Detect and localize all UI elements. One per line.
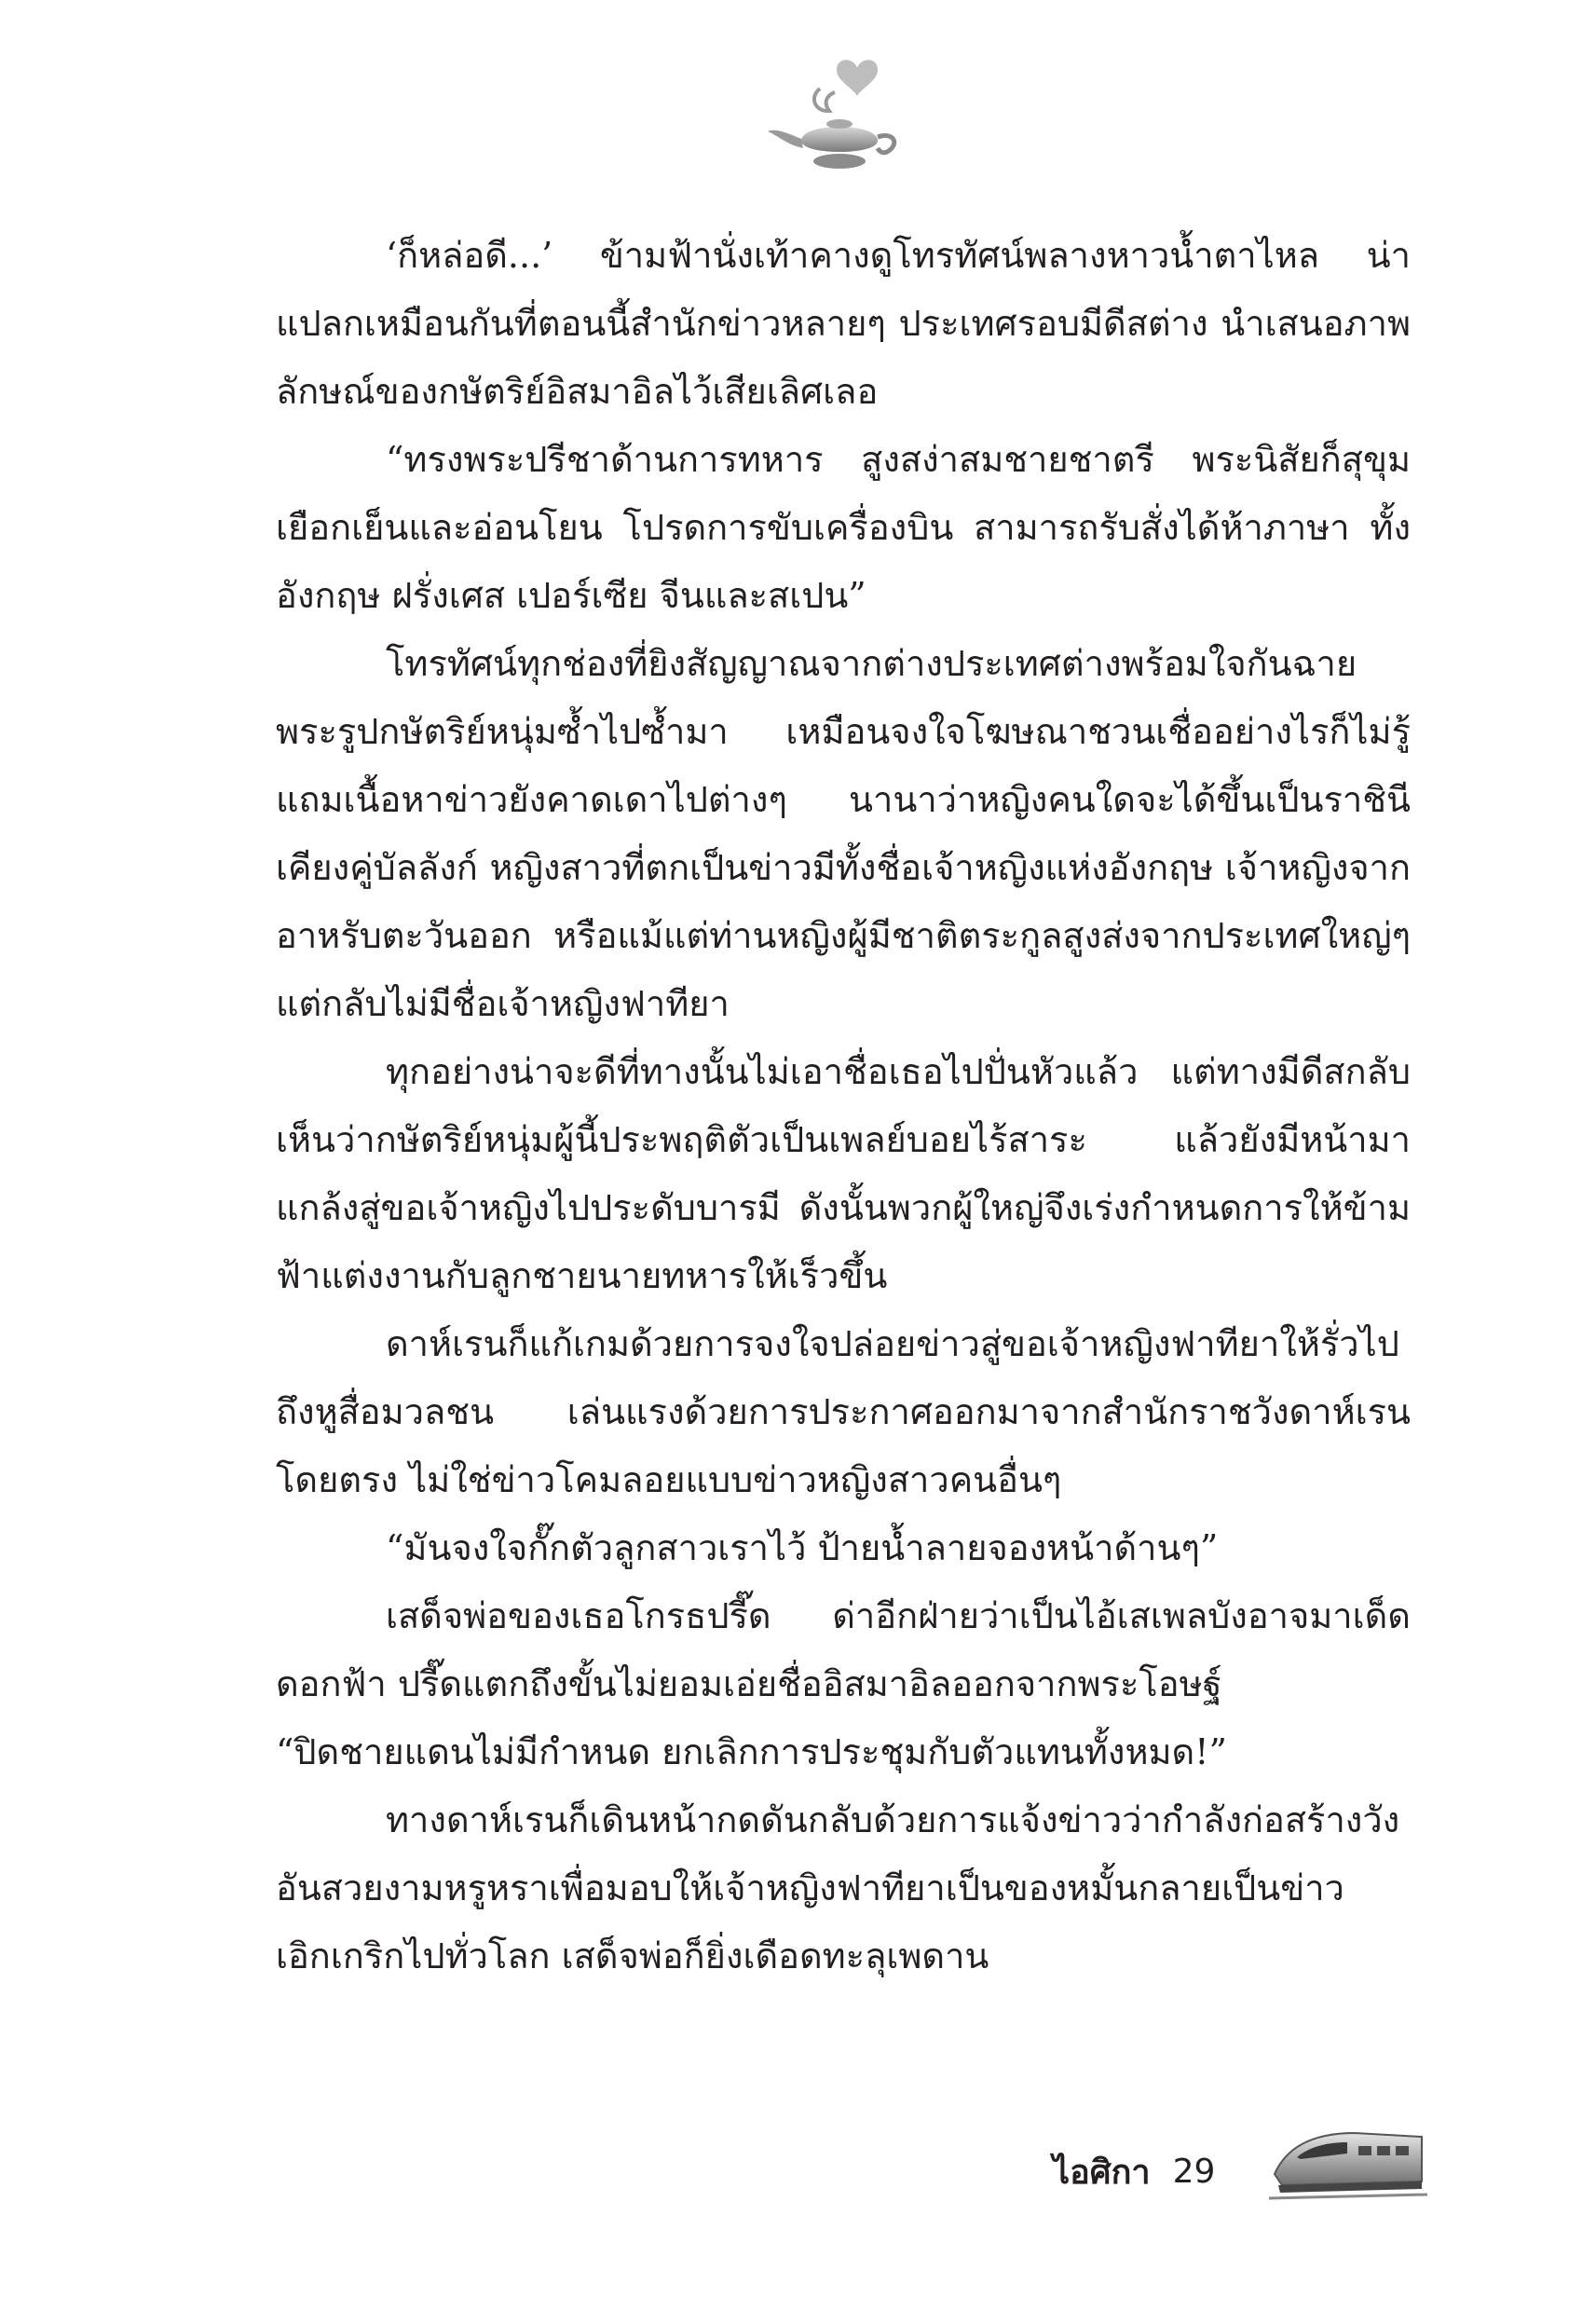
paragraph: ดาห์เรนก็แก้เกมด้วยการจงใจปล่อยข่าวสู่ขอเจ้าหญิงฟาทียาให้รั่วไปถึงหูสื่อมวลชน เล่นแรงด้วยการประกาศออกมาจากสำนักราชวังดาห์เรนโดยตรง ไม่ใช่ข่าวโคมลอยแบบข่าวหญิงสาวคนอื่นๆ [276, 1323, 1411, 1500]
paragraph: ทุกอย่างน่าจะดีที่ทางนั้นไม่เอาชื่อเธอไปปั่นหัวแล้ว แต่ทางมีดีสกลับเห็นว่ากษัตริย์หนุ่มผู้นี้ประพฤติตัวเป็นเพลย์บอยไร้สาระ แล้วยังมีหน้ามาแกล้งสู่ขอเจ้าหญิงไปประดับบารมี ดังนั้นพวกผู้ใหญ่จึงเร่งกำหนดการให้ข้ามฟ้าแต่งงานกับลูกชายนายทหารให้เร็วขึ้น [276, 1051, 1411, 1296]
paragraph: ‘ก็หล่อดี...’ ข้ามฟ้านั่งเท้าคางดูโทรทัศน์พลางหาวน้ำตาไหล น่าแปลกเหมือนกันที่ตอนนี้สำนักข่าวหลายๆ ประเทศรอบมีดีสต่าง นำเสนอภาพลักษณ์ของกษัตริย์อิสมาอิลไว้เสียเลิศเลอ [276, 235, 1411, 412]
genie-lamp-with-heart-icon [764, 51, 913, 182]
paragraph: “มันจงใจกั๊กตัวลูกสาวเราไว้ ป้ายน้ำลายจองหน้าด้านๆ” [386, 1527, 1219, 1568]
high-speed-train-icon [1269, 2120, 1427, 2204]
paragraph: “ปิดชายแดนไม่มีกำหนด ยกเลิกการประชุมกับตัวแทนทั้งหมด!” [276, 1731, 1227, 1772]
book-title: ไอศิกา [1053, 2153, 1151, 2192]
paragraph: โทรทัศน์ทุกช่องที่ยิงสัญญาณจากต่างประเทศต่างพร้อมใจกันฉายพระรูปกษัตริย์หนุ่มซ้ำไปซ้ำมา เหมือนจงใจโฆษณาชวนเชื่ออย่างไรก็ไม่รู้ แถมเนื้อหาข่าวยังคาดเดาไปต่างๆ นานาว่าหญิงคนใดจะได้ขึ้นเป็นราชินีเคียงคู่บัลลังก์ หญิงสาวที่ตกเป็นข่าวมีทั้งชื่อเจ้าหญิงแห่งอังกฤษ เจ้าหญิงจากอาหรับตะวันออก หรือแม้แต่ท่านหญิงผู้มีชาติตระกูลสูงส่งจากประเทศใหญ่ๆ แต่กลับไม่มีชื่อเจ้าหญิงฟาทียา [276, 643, 1411, 1024]
story-text [276, 222, 1411, 1990]
paragraph: เสด็จพ่อของเธอโกรธปรี๊ด ด่าอีกฝ่ายว่าเป็นไอ้เสเพลบังอาจมาเด็ดดอกฟ้า ปรี๊ดแตกถึงขั้นไม่ยอมเอ่ยชื่ออิสมาอิลออกจากพระโอษฐ์ [276, 1595, 1411, 1704]
page-footer [1053, 2143, 1215, 2199]
paragraph: “ทรงพระปรีชาด้านการทหาร สูงสง่าสมชายชาตรี พระนิสัยก็สุขุมเยือกเย็นและอ่อนโยน โปรดการขับเครื่องบิน สามารถรับสั่งได้ห้าภาษา ทั้งอังกฤษ ฝรั่งเศส เปอร์เซีย จีนและสเปน” [276, 439, 1411, 616]
paragraph: ทางดาห์เรนก็เดินหน้ากดดันกลับด้วยการแจ้งข่าวว่ากำลังก่อสร้างวังอันสวยงามหรูหราเพื่อมอบให้เจ้าหญิงฟาทียาเป็นของหมั้นกลายเป็นข่าวเอิกเกริกไปทั่วโลก เสด็จพ่อก็ยิ่งเดือดทะลุเพดาน [276, 1799, 1400, 1976]
page-number: 29 [1172, 2152, 1216, 2191]
